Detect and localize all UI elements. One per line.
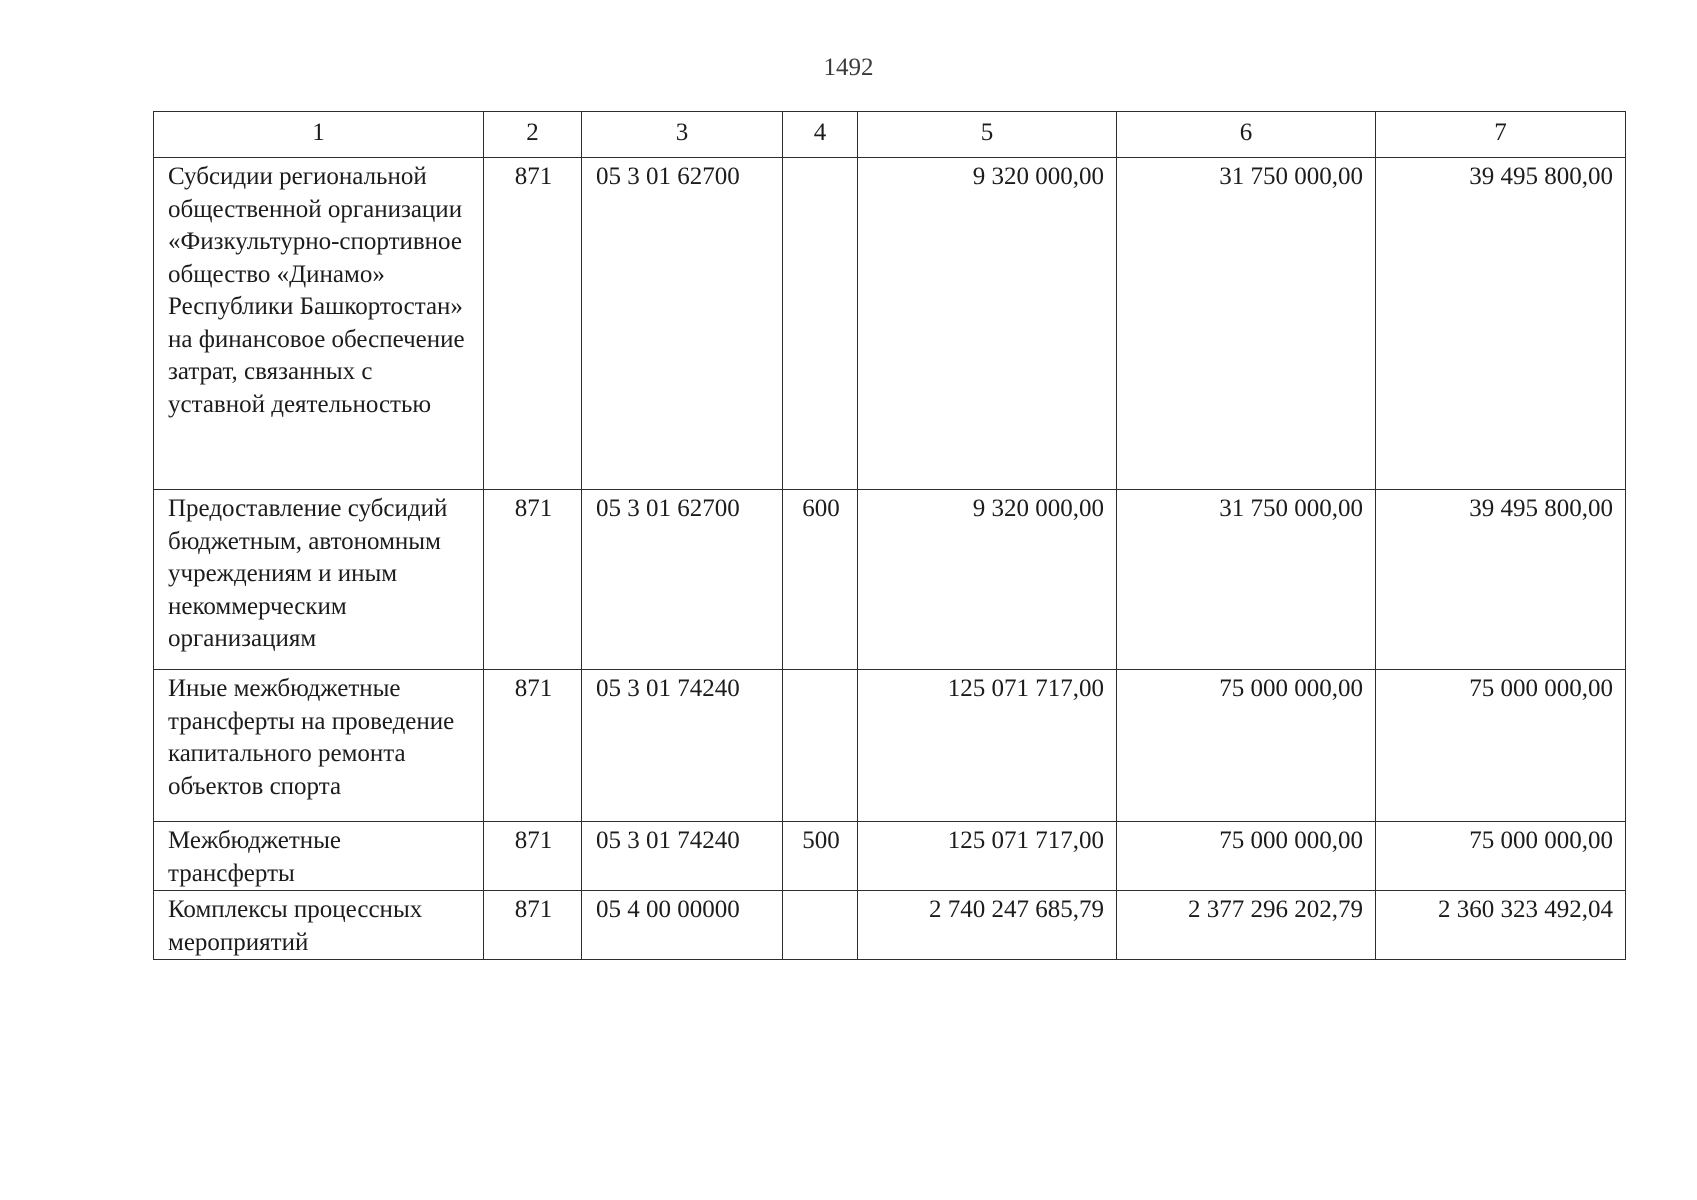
- row-amount-col7: 2 360 323 492,04: [1376, 891, 1626, 960]
- row-expense-type: [783, 158, 858, 490]
- row-amount-col5: 9 320 000,00: [858, 158, 1117, 490]
- page-number: 1492: [823, 54, 874, 81]
- row-amount-col5: 9 320 000,00: [858, 490, 1117, 670]
- column-header: 2: [484, 112, 582, 158]
- row-amount-col6: 31 750 000,00: [1117, 490, 1376, 670]
- row-name: Субсидии региональной общественной организации «Физкультурно-спортивное общество «Динамо» Республики Башкортостан» на финансовое обеспечение затрат, связанных с уставной деятельностью: [154, 158, 484, 490]
- table-header-row: [154, 112, 1626, 158]
- row-amount-col6: 31 750 000,00: [1117, 158, 1376, 490]
- row-name: Межбюджетные трансферты: [154, 822, 484, 891]
- table-row: [154, 822, 1626, 891]
- table-row: [154, 490, 1626, 670]
- row-target-code: 05 3 01 62700: [582, 490, 783, 670]
- row-name: Комплексы процессных мероприятий: [154, 891, 484, 960]
- row-expense-type: 600: [783, 490, 858, 670]
- row-ministry-code: 871: [484, 158, 582, 490]
- row-target-code: 05 3 01 62700: [582, 158, 783, 490]
- row-expense-type: [783, 670, 858, 822]
- row-amount-col7: 39 495 800,00: [1376, 490, 1626, 670]
- row-amount-col6: 75 000 000,00: [1117, 670, 1376, 822]
- row-ministry-code: 871: [484, 891, 582, 960]
- row-target-code: 05 3 01 74240: [582, 670, 783, 822]
- row-amount-col6: 2 377 296 202,79: [1117, 891, 1376, 960]
- column-header: 3: [582, 112, 783, 158]
- table-row: [154, 891, 1626, 960]
- row-amount-col5: 125 071 717,00: [858, 670, 1117, 822]
- column-header: 4: [783, 112, 858, 158]
- row-amount-col7: 75 000 000,00: [1376, 670, 1626, 822]
- row-name: Иные межбюджетные трансферты на проведение капитального ремонта объектов спорта: [154, 670, 484, 822]
- row-ministry-code: 871: [484, 670, 582, 822]
- table-row: [154, 158, 1626, 490]
- row-name: Предоставление субсидий бюджетным, автономным учреждениям и иным некоммерческим организациям: [154, 490, 484, 670]
- row-ministry-code: 871: [484, 822, 582, 891]
- row-amount-col7: 75 000 000,00: [1376, 822, 1626, 891]
- row-expense-type: [783, 891, 858, 960]
- row-target-code: 05 3 01 74240: [582, 822, 783, 891]
- column-header: 6: [1117, 112, 1376, 158]
- row-amount-col6: 75 000 000,00: [1117, 822, 1376, 891]
- table-row: [154, 670, 1626, 822]
- budget-table: [153, 111, 1626, 960]
- row-expense-type: 500: [783, 822, 858, 891]
- row-target-code: 05 4 00 00000: [582, 891, 783, 960]
- row-amount-col7: 39 495 800,00: [1376, 158, 1626, 490]
- row-amount-col5: 125 071 717,00: [858, 822, 1117, 891]
- column-header: 5: [858, 112, 1117, 158]
- row-ministry-code: 871: [484, 490, 582, 670]
- column-header: 7: [1376, 112, 1626, 158]
- row-amount-col5: 2 740 247 685,79: [858, 891, 1117, 960]
- column-header: 1: [154, 112, 484, 158]
